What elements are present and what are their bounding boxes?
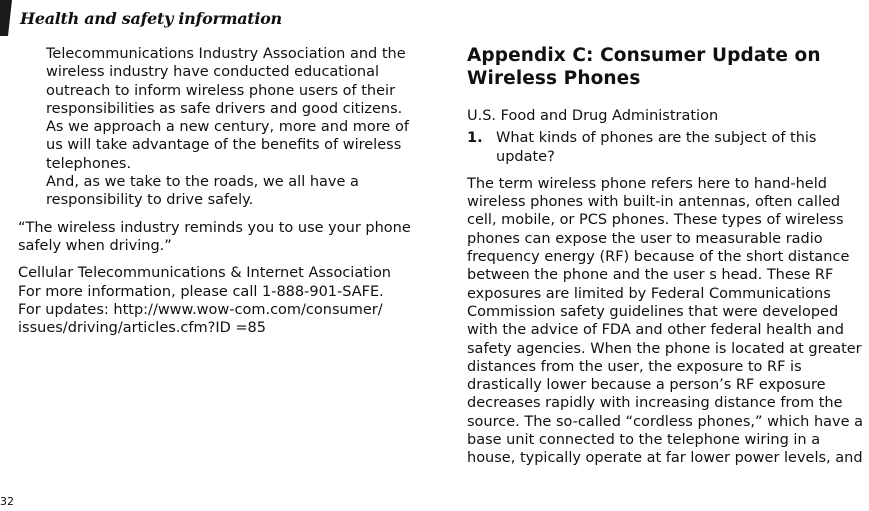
- question-text: What kinds of phones are the subject of this update?: [496, 130, 817, 165]
- left-column: [18, 45, 430, 337]
- paragraph-new-century: As we approach a new century, more and more of us will take advantage of the benefits of wireless telephones.: [46, 119, 409, 172]
- page-number: 32: [0, 495, 14, 508]
- paragraph-drive-safely: And, as we take to the roads, we all have a responsibility to drive safely.: [46, 174, 359, 209]
- section-header-title: Health and safety information: [20, 9, 282, 28]
- source-url: For updates: http://www.wow-com.com/consumer/ issues/driving/articles.cfm?ID =85: [18, 301, 383, 337]
- source-phone: For more information, please call 1-888-901-SAFE.: [18, 283, 384, 300]
- source-organization: Cellular Telecommunications & Internet Association: [18, 265, 391, 282]
- appendix-heading: Appendix C: Consumer Update on Wireless Phones: [467, 45, 821, 89]
- right-column: [467, 44, 869, 468]
- quote-paragraph: “The wireless industry reminds you to use your phone safely when driving.”: [18, 219, 411, 254]
- question-number: 1.: [467, 130, 483, 147]
- agency-name: U.S. Food and Drug Administration: [467, 108, 719, 124]
- indented-block: [18, 45, 430, 210]
- body-paragraph: The term wireless phone refers here to hand-held wireless phones with built-in antennas, often called cell, mobile, or PCS phones. These types of wireless phones can expose the user to measurable radio frequency energy (RF) because of the short distance between the phone and the user s head. These RF exposures are limited by Federal Communications Commission safety guidelines that were developed with the advice of FDA and other federal health and safety agencies. When the phone is located at greater distances from the user, the exposure to RF is drastically lower because a person’s RF exposure decreases rapidly with increasing distance from the source. The so-called “cordless phones,” which have a base unit connected to the telephone wiring in a house, typically operate at far lower power levels, and: [467, 175, 864, 467]
- question-item: [467, 129, 869, 166]
- source-block: [18, 264, 430, 337]
- header-accent-bar: [0, 0, 12, 36]
- paragraph-outreach: Telecommunications Industry Association and the wireless industry have conducted educational outreach to inform wireless phone users of their responsibilities as safe drivers and good citizens.: [46, 46, 406, 117]
